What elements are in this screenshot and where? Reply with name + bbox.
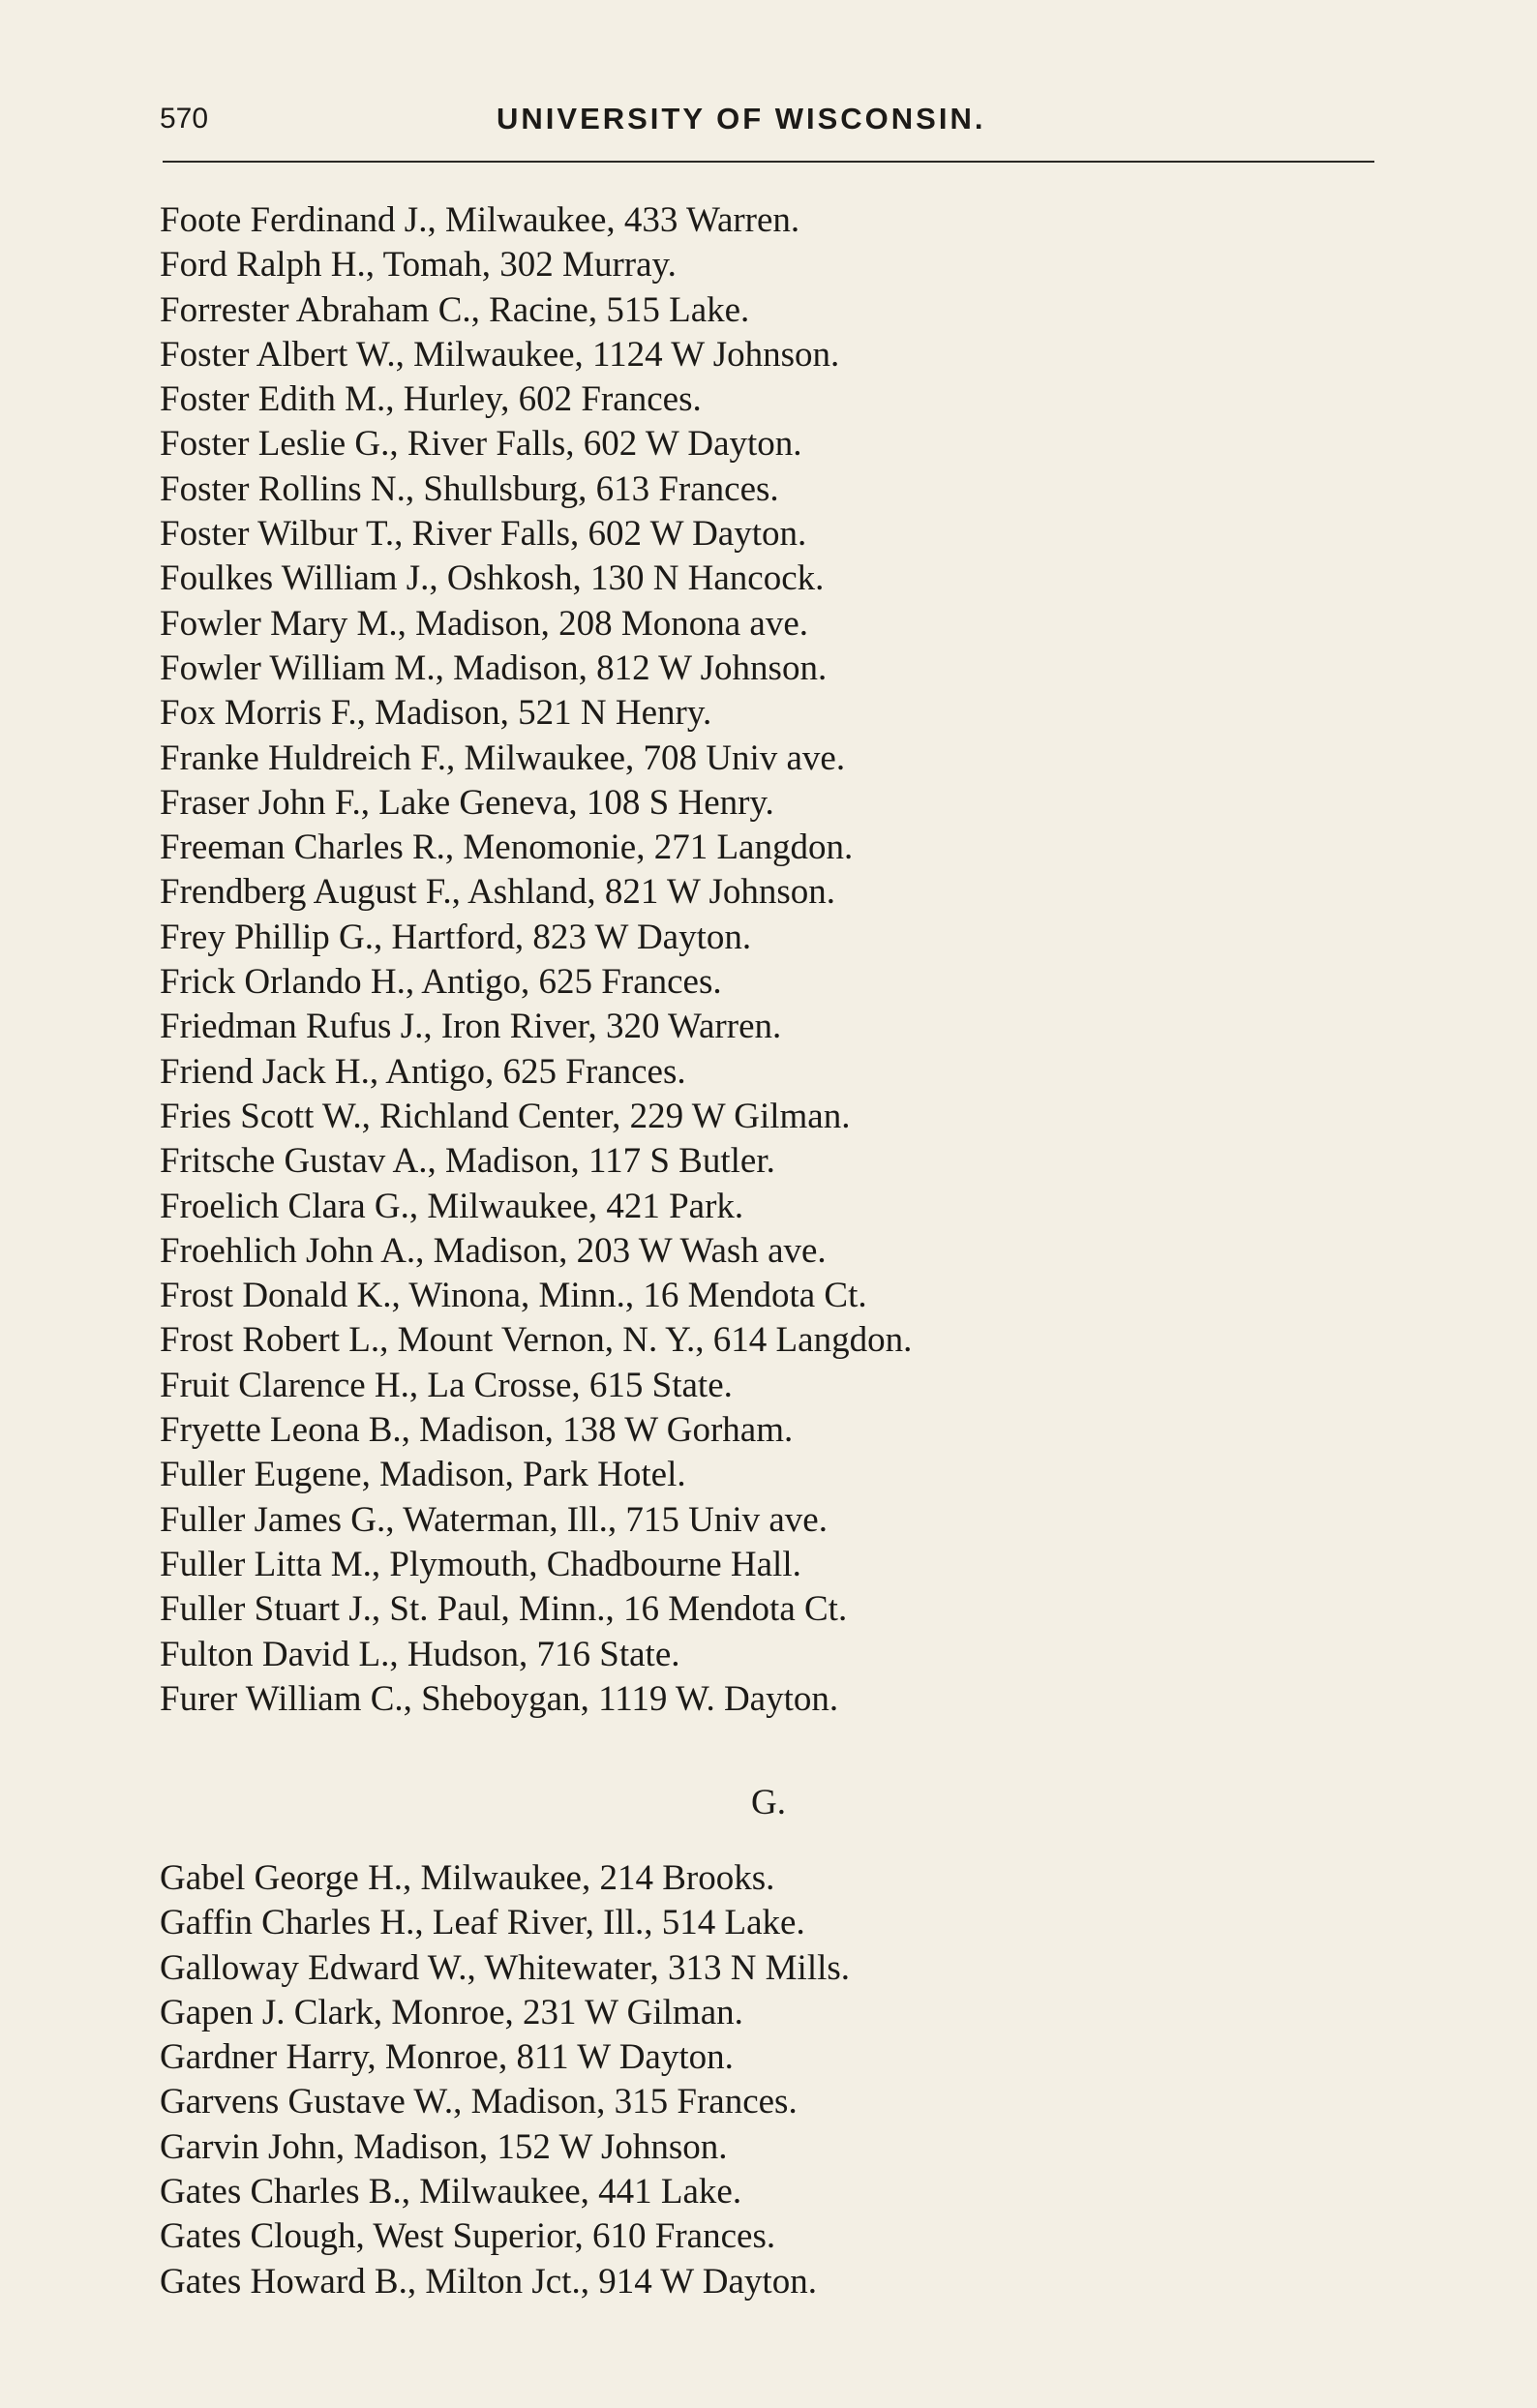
directory-entry: Frick Orlando H., Antigo, 625 Frances. bbox=[160, 962, 722, 1003]
directory-entry: Fuller Stuart J., St. Paul, Minn., 16 Mendota Ct. bbox=[160, 1589, 848, 1630]
directory-entry: Forrester Abraham C., Racine, 515 Lake. bbox=[160, 289, 750, 330]
directory-entry: Galloway Edward W., Whitewater, 313 N Mills. bbox=[160, 1947, 851, 1988]
directory-entry: Foulkes William J., Oshkosh, 130 N Hancock. bbox=[160, 558, 825, 599]
directory-entry: Fryette Leona B., Madison, 138 W Gorham. bbox=[160, 1410, 794, 1451]
directory-entry: Garvin John, Madison, 152 W Johnson. bbox=[160, 2126, 728, 2167]
directory-entry: Fraser John F., Lake Geneva, 108 S Henry. bbox=[160, 782, 774, 823]
directory-entry: Gabel George H., Milwaukee, 214 Brooks. bbox=[160, 1858, 775, 1898]
directory-entry: Foster Edith M., Hurley, 602 Frances. bbox=[160, 379, 702, 420]
directory-entry: Franke Huldreich F., Milwaukee, 708 Univ ave. bbox=[160, 737, 846, 778]
directory-entry: Foster Wilbur T., River Falls, 602 W Dayton. bbox=[160, 514, 807, 555]
directory-entry: Frendberg August F., Ashland, 821 W Johnson. bbox=[160, 872, 836, 913]
page-number: 570 bbox=[160, 103, 209, 135]
directory-entry: Friedman Rufus J., Iron River, 320 Warren. bbox=[160, 1007, 782, 1047]
directory-entry: Fowler Mary M., Madison, 208 Monona ave. bbox=[160, 603, 809, 644]
directory-entry: Foster Rollins N., Shullsburg, 613 Frances. bbox=[160, 468, 779, 509]
directory-entry: Ford Ralph H., Tomah, 302 Murray. bbox=[160, 245, 677, 286]
directory-entry: Gates Howard B., Milton Jct., 914 W Dayton. bbox=[160, 2261, 817, 2302]
header-rule bbox=[163, 161, 1374, 163]
directory-entry: Foote Ferdinand J., Milwaukee, 433 Warren. bbox=[160, 200, 800, 240]
directory-entry: Fulton David L., Hudson, 716 State. bbox=[160, 1634, 680, 1674]
directory-entry: Fritsche Gustav A., Madison, 117 S Butler. bbox=[160, 1141, 775, 1182]
directory-entry: Garvens Gustave W., Madison, 315 Frances. bbox=[160, 2082, 798, 2122]
directory-entry: Fowler William M., Madison, 812 W Johnson. bbox=[160, 647, 828, 688]
directory-entry: Gapen J. Clark, Monroe, 231 W Gilman. bbox=[160, 1992, 743, 2032]
entry-list-g bbox=[160, 1856, 850, 2304]
directory-entry: Freeman Charles R., Menomonie, 271 Langdon. bbox=[160, 828, 854, 868]
directory-entry: Froelich Clara G., Milwaukee, 421 Park. bbox=[160, 1186, 744, 1226]
directory-entry: Froehlich John A., Madison, 203 W Wash ave. bbox=[160, 1230, 827, 1271]
directory-entry: Fruit Clarence H., La Crosse, 615 State. bbox=[160, 1365, 733, 1405]
directory-entry: Fries Scott W., Richland Center, 229 W Gilman. bbox=[160, 1096, 851, 1136]
directory-entry: Frey Phillip G., Hartford, 823 W Dayton. bbox=[160, 917, 752, 957]
directory-entry: Foster Albert W., Milwaukee, 1124 W Johnson. bbox=[160, 334, 840, 375]
directory-entry: Fuller Litta M., Plymouth, Chadbourne Hall. bbox=[160, 1544, 801, 1584]
directory-entry: Friend Jack H., Antigo, 625 Frances. bbox=[160, 1051, 686, 1092]
directory-entry: Gates Clough, West Superior, 610 Frances. bbox=[160, 2216, 776, 2257]
directory-entry: Gardner Harry, Monroe, 811 W Dayton. bbox=[160, 2037, 734, 2078]
directory-entry: Gates Charles B., Milwaukee, 441 Lake. bbox=[160, 2172, 742, 2212]
directory-entry: Foster Leslie G., River Falls, 602 W Dayton. bbox=[160, 424, 802, 465]
directory-entry: Gaffin Charles H., Leaf River, Ill., 514 Lake. bbox=[160, 1903, 805, 1943]
running-head: UNIVERSITY OF WISCONSIN. bbox=[497, 102, 986, 135]
page-header bbox=[160, 95, 1374, 143]
directory-entry: Fuller Eugene, Madison, Park Hotel. bbox=[160, 1455, 686, 1495]
directory-entry: Furer William C., Sheboygan, 1119 W. Dayton. bbox=[160, 1678, 839, 1719]
entry-list-f bbox=[160, 198, 912, 1722]
directory-entry: Frost Donald K., Winona, Minn., 16 Mendota Ct. bbox=[160, 1276, 867, 1316]
directory-entry: Fox Morris F., Madison, 521 N Henry. bbox=[160, 693, 712, 734]
directory-entry: Frost Robert L., Mount Vernon, N. Y., 614 Langdon. bbox=[160, 1320, 913, 1361]
section-heading-g: G. bbox=[751, 1783, 786, 1822]
directory-entry: Fuller James G., Waterman, Ill., 715 Univ ave. bbox=[160, 1499, 828, 1540]
